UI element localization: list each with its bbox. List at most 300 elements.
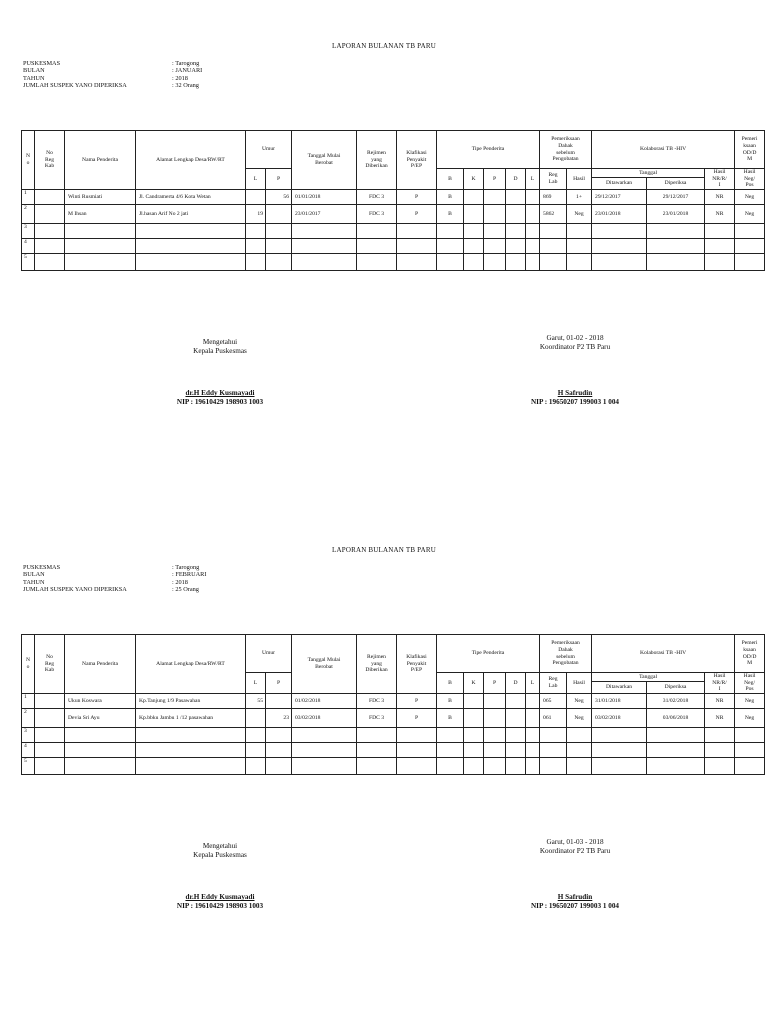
- header-tipe-p: P: [484, 169, 506, 190]
- cell-empty: [464, 205, 484, 224]
- cell-nama: Ukun Koswara: [65, 694, 136, 709]
- cell-tipe-b: [437, 758, 464, 775]
- cell-no: 2: [22, 205, 35, 224]
- cell-empty: [526, 224, 540, 239]
- header-tipe: Tipe Penderita: [437, 635, 540, 673]
- cell-regimen: [357, 254, 397, 271]
- header-umur: Umur: [246, 131, 292, 169]
- header-regimen: Rejimen yang Diberikan: [357, 635, 397, 694]
- cell-l: [246, 709, 266, 728]
- cell-regimen: [357, 743, 397, 758]
- cell-l: 55: [246, 694, 266, 709]
- cell-ditawarkan: 31/01/2018: [592, 694, 647, 709]
- table-row: [22, 728, 765, 743]
- header-l: L: [246, 169, 266, 190]
- cell-alamat: [136, 758, 246, 775]
- cell-ditawarkan: 29/12/2017: [592, 190, 647, 205]
- cell-p: [266, 694, 292, 709]
- cell-tanggal: [292, 239, 357, 254]
- header-tipe-k: K: [464, 673, 484, 694]
- header-hasil: Hasil: [567, 169, 592, 190]
- cell-empty: [484, 205, 506, 224]
- header-pemeriksaan: Pemeri ksaan OD/D M: [735, 635, 765, 673]
- cell-p: [266, 224, 292, 239]
- cell-p: [266, 743, 292, 758]
- cell-klas: P: [397, 190, 437, 205]
- table-row: [22, 758, 765, 775]
- cell-hasil-nr: NR: [705, 190, 735, 205]
- meta-label: BULAN: [23, 571, 45, 579]
- header-tipe-d: D: [506, 169, 526, 190]
- cell-hasil-neg: [735, 758, 765, 775]
- cell-regimen: FDC 3: [357, 205, 397, 224]
- header-tipe-l: L: [526, 673, 540, 694]
- cell-hasil-nr: [705, 254, 735, 271]
- meta-value: : 32 Orang: [172, 82, 199, 90]
- cell-empty: [526, 758, 540, 775]
- cell-tanggal: [292, 224, 357, 239]
- cell-hasil: [567, 254, 592, 271]
- cell-empty: [506, 224, 526, 239]
- tb-report-table: [21, 634, 765, 775]
- cell-empty: [464, 239, 484, 254]
- cell-empty: [35, 239, 65, 254]
- report-section-1: [0, 0, 768, 500]
- header-tipe-b: B: [437, 673, 464, 694]
- cell-empty: [526, 709, 540, 728]
- cell-hasil-nr: [705, 758, 735, 775]
- cell-empty: [35, 205, 65, 224]
- header-reg-lab: Reg Lab: [540, 673, 567, 694]
- cell-alamat: [136, 743, 246, 758]
- header-tipe-k: K: [464, 169, 484, 190]
- cell-empty: [506, 205, 526, 224]
- table-row: [22, 239, 765, 254]
- cell-tanggal: [292, 728, 357, 743]
- cell-reg: [540, 758, 567, 775]
- cell-klas: [397, 239, 437, 254]
- cell-empty: [506, 190, 526, 205]
- cell-klas: [397, 728, 437, 743]
- cell-diperiksa: [647, 254, 705, 271]
- cell-empty: [35, 743, 65, 758]
- header-dahak: Pemeriksaan Dahak sebelum Pengobatan: [540, 131, 592, 169]
- meta-value: : 2018: [172, 74, 188, 82]
- sign-left-line2: Kepala Puskesmas: [193, 850, 247, 859]
- header-dahak: Pemeriksaan Dahak sebelum Pengobatan: [540, 635, 592, 673]
- sign-right-line1: Garut, 01-03 - 2018: [546, 838, 604, 846]
- cell-hasil: Neg: [567, 205, 592, 224]
- header-ditawarkan: Ditawarkan: [592, 178, 647, 189]
- cell-nama: Devia Sri Ayu: [65, 709, 136, 728]
- table-row: [22, 694, 765, 709]
- header-nama: Nama Penderita: [65, 635, 136, 694]
- cell-empty: [484, 224, 506, 239]
- header-alamat: Alamat Lengkap Desa/RW/RT: [136, 635, 246, 694]
- cell-nama: [65, 254, 136, 271]
- cell-tanggal: 01/01/2018: [292, 190, 357, 205]
- table-row: [22, 205, 765, 224]
- cell-tipe-b: [437, 239, 464, 254]
- cell-no: 1: [22, 694, 35, 709]
- cell-hasil-neg: [735, 224, 765, 239]
- cell-ditawarkan: [592, 758, 647, 775]
- cell-nama: [65, 239, 136, 254]
- cell-regimen: [357, 239, 397, 254]
- cell-hasil: [567, 239, 592, 254]
- cell-alamat: [136, 224, 246, 239]
- cell-p: [266, 254, 292, 271]
- cell-empty: [484, 728, 506, 743]
- header-no-reg: No Reg Kab: [35, 131, 65, 190]
- cell-reg: [540, 728, 567, 743]
- cell-no: 3: [22, 224, 35, 239]
- cell-alamat: Jl.hasan Arif No 2 jati: [136, 205, 246, 224]
- header-diperiksa: Diperiksa: [664, 180, 687, 186]
- cell-hasil-neg: Neg: [735, 694, 765, 709]
- cell-regimen: FDC 3: [357, 190, 397, 205]
- cell-tipe-b: [437, 743, 464, 758]
- header-reg-lab: Reg Lab: [540, 169, 567, 190]
- header-hasil-neg: Hasil Neg/ Pos: [735, 169, 765, 190]
- cell-hasil-nr: [705, 239, 735, 254]
- cell-alamat: Kp.Tanjung 1/9 Pasawahan: [136, 694, 246, 709]
- cell-empty: [484, 254, 506, 271]
- cell-hasil-neg: [735, 254, 765, 271]
- cell-tanggal: [292, 254, 357, 271]
- header-alamat: Alamat Lengkap Desa/RW/RT: [136, 131, 246, 190]
- header-tipe-d: D: [506, 673, 526, 694]
- header-tanggal-sub: Tanggal: [592, 169, 704, 178]
- cell-no: 5: [22, 254, 35, 271]
- cell-hasil-nr: NR: [705, 694, 735, 709]
- cell-empty: [35, 728, 65, 743]
- cell-klas: P: [397, 205, 437, 224]
- cell-empty: [464, 190, 484, 205]
- cell-nama: M Ihsan: [65, 205, 136, 224]
- cell-empty: [526, 743, 540, 758]
- cell-hasil-nr: [705, 728, 735, 743]
- header-umur: Umur: [246, 635, 292, 673]
- table-row: [22, 709, 765, 728]
- cell-p: [266, 205, 292, 224]
- header-p: P: [266, 169, 292, 190]
- sign-left-nip: NIP : 19610429 198903 1003: [176, 397, 264, 406]
- cell-empty: [464, 709, 484, 728]
- header-kolaborasi: Kolaborasi TB -HIV: [592, 635, 735, 673]
- cell-l: [246, 190, 266, 205]
- header-ditawarkan: Ditawarkan: [592, 682, 647, 693]
- header-tanggal: Tanggal Mulai Berobat: [292, 635, 357, 694]
- cell-empty: [506, 709, 526, 728]
- cell-empty: [484, 758, 506, 775]
- cell-empty: [506, 254, 526, 271]
- cell-empty: [35, 709, 65, 728]
- cell-l: [246, 758, 266, 775]
- meta-label: TAHUN: [23, 74, 45, 82]
- cell-hasil: [567, 743, 592, 758]
- header-kolaborasi: Kolaborasi TB -HIV: [592, 131, 735, 169]
- cell-regimen: FDC 3: [357, 694, 397, 709]
- sign-right-name: H Safrudin: [557, 389, 593, 398]
- meta-value: : JANUARI: [172, 67, 203, 75]
- sign-right-nip: NIP : 19650207 199003 1 004: [530, 397, 620, 406]
- cell-reg: [540, 239, 567, 254]
- cell-no: 2: [22, 709, 35, 728]
- cell-hasil-nr: NR: [705, 205, 735, 224]
- sign-right-line2: Koordinator P2 TB Paru: [539, 846, 611, 855]
- header-tipe-p: P: [484, 673, 506, 694]
- cell-empty: [526, 728, 540, 743]
- header-tanggal-group: [592, 673, 705, 694]
- cell-empty: [35, 190, 65, 205]
- meta-label: PUSKESMAS: [23, 564, 61, 571]
- cell-p: [266, 758, 292, 775]
- cell-l: [246, 254, 266, 271]
- sign-right-name: H Safrudin: [557, 893, 593, 902]
- header-tipe: Tipe Penderita: [437, 131, 540, 169]
- cell-diperiksa: [647, 743, 705, 758]
- cell-alamat: [136, 254, 246, 271]
- cell-klas: [397, 254, 437, 271]
- cell-hasil-neg: Neg: [735, 709, 765, 728]
- cell-ditawarkan: 03/02/2018: [592, 709, 647, 728]
- meta-value: : 2018: [172, 578, 188, 586]
- cell-hasil-neg: Neg: [735, 205, 765, 224]
- sign-left-name: dr.H Eddy Kusmayadi: [185, 389, 255, 398]
- cell-empty: [526, 254, 540, 271]
- cell-empty: [484, 743, 506, 758]
- header-hasil-nr: Hasil NR/R/ I: [705, 673, 735, 694]
- cell-hasil-nr: [705, 743, 735, 758]
- sign-left-line1: Mengetahui: [202, 338, 238, 346]
- signature-right: [510, 334, 640, 406]
- cell-l: [246, 239, 266, 254]
- cell-regimen: [357, 758, 397, 775]
- cell-regimen: [357, 224, 397, 239]
- cell-reg: 061: [540, 709, 567, 728]
- cell-reg: [540, 224, 567, 239]
- cell-diperiksa: 23/01/2018: [647, 205, 705, 224]
- cell-p: 56: [266, 190, 292, 205]
- cell-ditawarkan: 23/01/2018: [592, 205, 647, 224]
- header-diperiksa: Diperiksa: [664, 684, 687, 690]
- cell-l: 19: [246, 205, 266, 224]
- cell-empty: [35, 224, 65, 239]
- header-no: N o: [22, 635, 35, 694]
- cell-tanggal: [292, 758, 357, 775]
- cell-empty: [35, 758, 65, 775]
- header-no-reg: No Reg Kab: [35, 635, 65, 694]
- header-klasifikasi: Klafikasi Penyakit P/EP: [397, 131, 437, 190]
- cell-diperiksa: 31/02/2018: [647, 694, 705, 709]
- cell-empty: [526, 205, 540, 224]
- cell-empty: [506, 728, 526, 743]
- cell-empty: [464, 728, 484, 743]
- cell-reg: [540, 743, 567, 758]
- header-l: L: [246, 673, 266, 694]
- cell-diperiksa: 29/12/2017: [647, 190, 705, 205]
- cell-reg: [540, 254, 567, 271]
- cell-empty: [464, 758, 484, 775]
- sign-left-nip: NIP : 19610429 198903 1003: [176, 901, 264, 910]
- cell-ditawarkan: [592, 728, 647, 743]
- cell-empty: [506, 758, 526, 775]
- cell-empty: [464, 224, 484, 239]
- cell-diperiksa: 03/06/2018: [647, 709, 705, 728]
- meta-value: : Tarogong: [172, 564, 200, 571]
- cell-empty: [506, 694, 526, 709]
- header-nama: Nama Penderita: [65, 131, 136, 190]
- signature-left: [160, 842, 280, 910]
- header-hasil-nr: Hasil NR/R/ I: [705, 169, 735, 190]
- cell-empty: [506, 239, 526, 254]
- cell-hasil: Neg: [567, 694, 592, 709]
- cell-tanggal: [292, 743, 357, 758]
- cell-klas: [397, 743, 437, 758]
- header-tipe-b: B: [437, 169, 464, 190]
- cell-hasil: [567, 728, 592, 743]
- cell-empty: [484, 709, 506, 728]
- signature-left: [160, 338, 280, 406]
- cell-reg: 869: [540, 190, 567, 205]
- sign-right-line1: Garut, 01-02 - 2018: [546, 334, 604, 342]
- cell-nama: Winti Rusmiati: [65, 190, 136, 205]
- meta-value: : 25 Orang: [172, 586, 199, 594]
- cell-hasil-nr: [705, 224, 735, 239]
- cell-hasil: 1+: [567, 190, 592, 205]
- cell-empty: [526, 239, 540, 254]
- cell-tipe-b: B: [437, 694, 464, 709]
- cell-empty: [464, 694, 484, 709]
- cell-tipe-b: [437, 728, 464, 743]
- header-tanggal-group: [592, 169, 705, 190]
- report-section-2: [0, 504, 768, 1004]
- table-row: [22, 743, 765, 758]
- meta-value: : FEBRUARI: [172, 571, 207, 579]
- cell-tanggal: 23/01/2017: [292, 205, 357, 224]
- cell-diperiksa: [647, 239, 705, 254]
- cell-klas: P: [397, 709, 437, 728]
- cell-empty: [526, 190, 540, 205]
- cell-empty: [484, 694, 506, 709]
- cell-reg: 065: [540, 694, 567, 709]
- cell-ditawarkan: [592, 239, 647, 254]
- cell-ditawarkan: [592, 743, 647, 758]
- cell-empty: [35, 254, 65, 271]
- tb-report-table: [21, 130, 765, 271]
- header-pemeriksaan: Pemeri ksaan OD/D M: [735, 131, 765, 169]
- cell-empty: [526, 694, 540, 709]
- cell-hasil: [567, 758, 592, 775]
- cell-l: [246, 728, 266, 743]
- cell-hasil: [567, 224, 592, 239]
- meta-label: TAHUN: [23, 578, 45, 586]
- cell-empty: [506, 743, 526, 758]
- sign-left-line1: Mengetahui: [202, 842, 238, 850]
- report-title: LAPORAN BULANAN TB PARU: [332, 42, 436, 50]
- cell-tipe-b: B: [437, 205, 464, 224]
- cell-regimen: FDC 3: [357, 709, 397, 728]
- cell-p: 23: [266, 709, 292, 728]
- cell-empty: [464, 254, 484, 271]
- sign-right-nip: NIP : 19650207 199003 1 004: [530, 901, 620, 910]
- cell-alamat: [136, 239, 246, 254]
- cell-alamat: Kp.bbku Jambu 1 /12 pasawahan: [136, 709, 246, 728]
- meta-label: PUSKESMAS: [23, 60, 61, 67]
- cell-regimen: [357, 728, 397, 743]
- cell-hasil-nr: NR: [705, 709, 735, 728]
- sign-left-name: dr.H Eddy Kusmayadi: [185, 893, 255, 902]
- cell-alamat: [136, 728, 246, 743]
- sign-left-line2: Kepala Puskesmas: [193, 346, 247, 355]
- cell-empty: [464, 743, 484, 758]
- cell-hasil: Neg: [567, 709, 592, 728]
- cell-alamat: Jl. Candramerta 4/6 Kota Wetan: [136, 190, 246, 205]
- cell-no: 1: [22, 190, 35, 205]
- cell-hasil-neg: [735, 743, 765, 758]
- header-regimen: Rejimen yang Diberikan: [357, 131, 397, 190]
- cell-tipe-b: [437, 224, 464, 239]
- table-row: [22, 190, 765, 205]
- header-tipe-l: L: [526, 169, 540, 190]
- cell-ditawarkan: [592, 254, 647, 271]
- header-hasil: Hasil: [567, 673, 592, 694]
- header-klasifikasi: Klafikasi Penyakit P/EP: [397, 635, 437, 694]
- table-row: [22, 224, 765, 239]
- cell-empty: [35, 694, 65, 709]
- cell-empty: [484, 190, 506, 205]
- header-p: P: [266, 673, 292, 694]
- sign-right-line2: Koordinator P2 TB Paru: [539, 342, 611, 351]
- header-tanggal: Tanggal Mulai Berobat: [292, 131, 357, 190]
- cell-no: 5: [22, 758, 35, 775]
- header-tanggal-sub: Tanggal: [592, 673, 704, 682]
- meta-label: BULAN: [23, 67, 45, 75]
- cell-reg: 5862: [540, 205, 567, 224]
- cell-ditawarkan: [592, 224, 647, 239]
- cell-p: [266, 728, 292, 743]
- cell-hasil-neg: Neg: [735, 190, 765, 205]
- cell-klas: [397, 758, 437, 775]
- cell-l: [246, 743, 266, 758]
- cell-klas: P: [397, 694, 437, 709]
- cell-hasil-neg: [735, 728, 765, 743]
- cell-nama: [65, 758, 136, 775]
- cell-tipe-b: B: [437, 709, 464, 728]
- cell-nama: [65, 224, 136, 239]
- cell-no: 4: [22, 743, 35, 758]
- cell-nama: [65, 743, 136, 758]
- cell-hasil-neg: [735, 239, 765, 254]
- header-hasil-neg: Hasil Neg/ Pos: [735, 673, 765, 694]
- cell-empty: [484, 239, 506, 254]
- cell-p: [266, 239, 292, 254]
- meta-label: JUMLAH SUSPEK YANO DIPERIKSA: [23, 586, 127, 594]
- cell-l: [246, 224, 266, 239]
- cell-no: 3: [22, 728, 35, 743]
- cell-diperiksa: [647, 224, 705, 239]
- report-title: LAPORAN BULANAN TB PARU: [332, 546, 436, 554]
- cell-nama: [65, 728, 136, 743]
- header-no: N o: [22, 131, 35, 190]
- meta-label: JUMLAH SUSPEK YANO DIPERIKSA: [23, 82, 127, 90]
- meta-value: : Tarogong: [172, 60, 200, 67]
- cell-klas: [397, 224, 437, 239]
- cell-tanggal: 03/02/2018: [292, 709, 357, 728]
- cell-tanggal: 01/02/2018: [292, 694, 357, 709]
- cell-diperiksa: [647, 758, 705, 775]
